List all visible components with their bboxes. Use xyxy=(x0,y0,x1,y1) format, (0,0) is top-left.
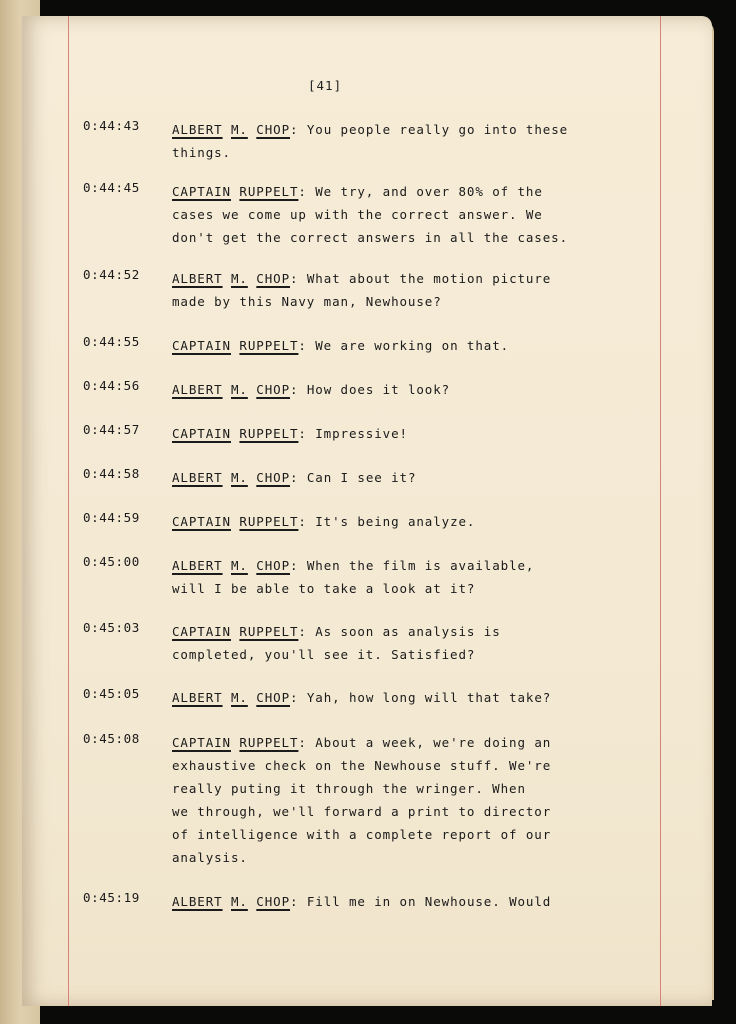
speaker-name: CAPTAIN RUPPELT xyxy=(172,426,299,441)
utterance-line: ALBERT M. CHOP: Fill me in on Newhouse. Would xyxy=(172,894,552,909)
utterance-line: CAPTAIN RUPPELT: About a week, we're doing an xyxy=(172,735,552,750)
timestamp: 0:45:05 xyxy=(83,686,140,701)
utterance xyxy=(172,620,602,666)
speaker-name: CAPTAIN RUPPELT xyxy=(172,184,299,199)
utterance-line: ALBERT M. CHOP: How does it look? xyxy=(172,382,451,397)
timestamp: 0:44:56 xyxy=(83,378,140,393)
utterance-line: ALBERT M. CHOP: Can I see it? xyxy=(172,470,417,485)
utterance xyxy=(172,686,602,709)
left-margin-line xyxy=(68,16,69,1006)
utterance-line: CAPTAIN RUPPELT: It's being analyze. xyxy=(172,514,476,529)
utterance-line: really puting it through the wringer. When xyxy=(172,781,526,796)
utterance-line: CAPTAIN RUPPELT: Impressive! xyxy=(172,426,408,441)
utterance xyxy=(172,118,602,164)
timestamp: 0:45:19 xyxy=(83,890,140,905)
speaker-name: ALBERT M. CHOP xyxy=(172,558,290,573)
timestamp: 0:44:57 xyxy=(83,422,140,437)
utterance-line: ALBERT M. CHOP: You people really go into these xyxy=(172,122,569,137)
utterance xyxy=(172,180,602,249)
utterance-line: ALBERT M. CHOP: What about the motion picture xyxy=(172,271,552,286)
timestamp: 0:44:59 xyxy=(83,510,140,525)
utterance-line: don't get the correct answers in all the cases. xyxy=(172,230,569,245)
page-number: [41] xyxy=(308,78,343,93)
utterance-line: cases we come up with the correct answer. We xyxy=(172,207,543,222)
utterance-line: we through, we'll forward a print to director xyxy=(172,804,552,819)
speaker-name: ALBERT M. CHOP xyxy=(172,382,290,397)
speaker-name: CAPTAIN RUPPELT xyxy=(172,338,299,353)
utterance-line: completed, you'll see it. Satisfied? xyxy=(172,647,476,662)
utterance xyxy=(172,422,602,445)
utterance-line: CAPTAIN RUPPELT: We try, and over 80% of the xyxy=(172,184,543,199)
speaker-name: CAPTAIN RUPPELT xyxy=(172,624,299,639)
utterance xyxy=(172,554,602,600)
utterance xyxy=(172,378,602,401)
utterance-line: exhaustive check on the Newhouse stuff. We're xyxy=(172,758,552,773)
utterance xyxy=(172,731,602,869)
utterance-line: CAPTAIN RUPPELT: As soon as analysis is xyxy=(172,624,501,639)
speaker-name: CAPTAIN RUPPELT xyxy=(172,735,299,750)
speaker-name: ALBERT M. CHOP xyxy=(172,122,290,137)
timestamp: 0:44:55 xyxy=(83,334,140,349)
utterance xyxy=(172,890,602,913)
utterance-line: things. xyxy=(172,145,231,160)
timestamp: 0:45:00 xyxy=(83,554,140,569)
utterance xyxy=(172,510,602,533)
utterance-line: will I be able to take a look at it? xyxy=(172,581,476,596)
utterance-line: of intelligence with a complete report of our xyxy=(172,827,552,842)
utterance-line: made by this Navy man, Newhouse? xyxy=(172,294,442,309)
speaker-name: CAPTAIN RUPPELT xyxy=(172,514,299,529)
utterance-line: ALBERT M. CHOP: When the film is available, xyxy=(172,558,535,573)
timestamp: 0:44:58 xyxy=(83,466,140,481)
utterance-line: ALBERT M. CHOP: Yah, how long will that take? xyxy=(172,690,552,705)
speaker-name: ALBERT M. CHOP xyxy=(172,271,290,286)
utterance xyxy=(172,267,602,313)
speaker-name: ALBERT M. CHOP xyxy=(172,470,290,485)
utterance xyxy=(172,334,602,357)
utterance xyxy=(172,466,602,489)
right-margin-line xyxy=(660,16,661,1006)
timestamp: 0:44:45 xyxy=(83,180,140,195)
utterance-line: CAPTAIN RUPPELT: We are working on that. xyxy=(172,338,510,353)
timestamp: 0:45:08 xyxy=(83,731,140,746)
speaker-name: ALBERT M. CHOP xyxy=(172,894,290,909)
timestamp: 0:44:43 xyxy=(83,118,140,133)
timestamp: 0:44:52 xyxy=(83,267,140,282)
timestamp: 0:45:03 xyxy=(83,620,140,635)
utterance-line: analysis. xyxy=(172,850,248,865)
speaker-name: ALBERT M. CHOP xyxy=(172,690,290,705)
